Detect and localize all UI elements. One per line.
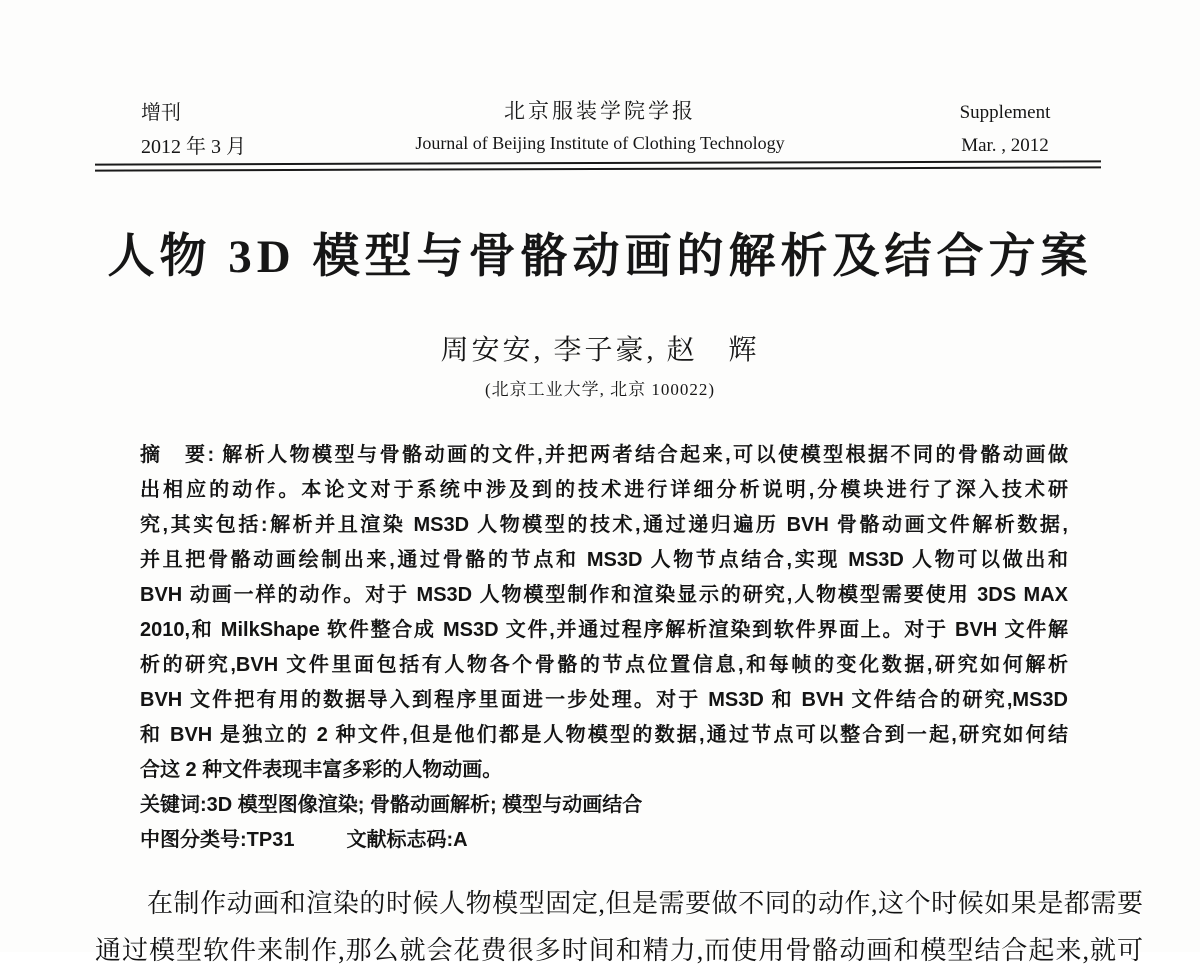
issue-date: 2012 年 3 月 bbox=[141, 136, 246, 158]
abstract-block bbox=[140, 438, 1068, 858]
abstract-line: 出相应的动作。本论文对于系统中涉及到的技术进行详细分析说明,分模块进行了深入技术研 bbox=[140, 479, 1068, 501]
header-supplement-block bbox=[946, 96, 1064, 162]
journal-title-cn: 北京服装学院学报 bbox=[504, 99, 696, 123]
abstract-line: 合这 2 种文件表现丰富多彩的人物动画。 bbox=[140, 759, 503, 781]
classification-value: TP31 bbox=[246, 829, 295, 851]
affiliation: (北京工业大学, 北京 100022) bbox=[484, 380, 716, 399]
body-paragraph bbox=[95, 880, 1143, 974]
abstract-line: 析的研究,BVH 文件里面包括有人物各个骨骼的节点位置信息,和每帧的变化数据,研究如何解析 bbox=[140, 654, 1068, 676]
classification-line bbox=[140, 823, 1068, 858]
journal-title-en: Journal of Beijing Institute of Clothing Technology bbox=[415, 133, 785, 153]
abstract-line-text: 解析人物模型与骨骼动画的文件,并把两者结合起来,可以使模型根据不同的骨骼动画做 bbox=[222, 444, 1068, 466]
keywords-label: 关键词: bbox=[140, 794, 207, 816]
supplement-date: Mar. , 2012 bbox=[961, 135, 1049, 156]
abstract-line: 究,其实包括:解析并且渲染 MS3D 人物模型的技术,通过递归遍历 BVH 骨骼动画文件解析数据, bbox=[140, 514, 1068, 536]
supplement-label: Supplement bbox=[959, 102, 1051, 123]
doc-code-label: 文献标志码: bbox=[346, 829, 454, 851]
body-line: 在制作动画和渲染的时候人物模型固定,但是需要做不同的动作,这个时候如果是都需要 bbox=[147, 889, 1143, 918]
abstract-line: BVH 文件把有用的数据导入到程序里面进一步处理。对于 MS3D 和 BVH 文件结合的研究,MS3D bbox=[140, 689, 1068, 711]
body-line: 通过模型软件来制作,那么就会花费很多时间和精力,而使用骨骼动画和模型结合起来,就可 bbox=[95, 936, 1143, 965]
abstract-line bbox=[140, 438, 1068, 473]
doc-code-value: A bbox=[453, 829, 468, 851]
keywords-text: 3D 模型图像渲染; 骨骼动画解析; 模型与动画结合 bbox=[206, 794, 643, 816]
issue-label: 增刊 bbox=[141, 102, 181, 124]
abstract-line: 2010,和 MilkShape 软件整合成 MS3D 文件,并通过程序解析渲染到软件界面上。对于 BVH 文件解 bbox=[140, 619, 1068, 641]
abstract-line: 并且把骨骼动画绘制出来,通过骨骼的节点和 MS3D 人物节点结合,实现 MS3D 人物可以做出和 bbox=[140, 549, 1068, 571]
authors: 周安安, 李子豪, 赵 辉 bbox=[440, 335, 760, 366]
keywords-line bbox=[140, 788, 1068, 823]
abstract-line: 和 BVH 是独立的 2 种文件,但是他们都是人物模型的数据,通过节点可以整合到一起,研究如何结 bbox=[140, 724, 1068, 746]
paper-title: 人物 3D 模型与骨骼动画的解析及结合方案 bbox=[107, 231, 1093, 283]
abstract-line: BVH 动画一样的动作。对于 MS3D 人物模型制作和渲染显示的研究,人物模型需要使用 3DS MAX bbox=[140, 584, 1068, 606]
abstract-label: 摘 要: bbox=[140, 444, 215, 466]
classification-label: 中图分类号: bbox=[140, 829, 247, 851]
